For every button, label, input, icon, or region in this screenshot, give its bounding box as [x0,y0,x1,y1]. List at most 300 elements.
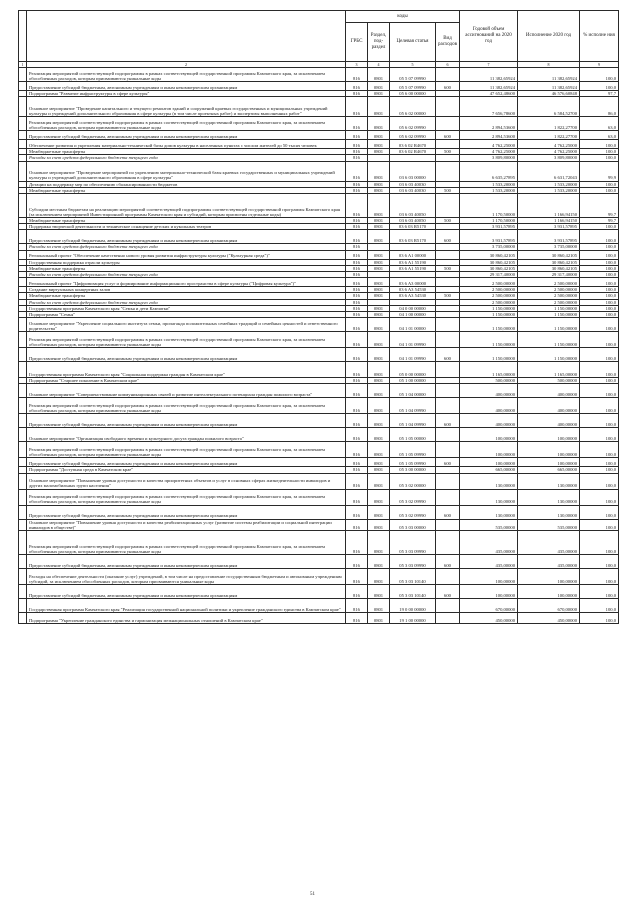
row-name: Реализация мероприятий соответствующей подпрограммы в рамках соответствующей государственной программы Камчатского края, за исключением обособленных расходов, которым присваиваются уникальные коды [27,531,346,555]
row-grbs: 816 [346,272,368,278]
row-grbs: 816 [346,332,368,348]
row-target: 05 6 02 09990 [390,131,436,140]
row-percent: 100,0 [580,613,619,624]
row-execution: 2 500,00000 [518,278,580,287]
row-expense-type [436,531,460,555]
row-percent: 100,0 [580,312,619,318]
row-expense-type [436,398,460,414]
row-percent: 100,0 [580,299,619,305]
row-name: Расходы на обеспечение деятельности (оказание услуг) учреждений, в том числе на предоставление государственным бюджетным и автономным учреждениям субсидий, за исключением обособленных расходов, которым присваиваются уникальные коды [27,569,346,585]
row-percent: 100,0 [580,384,619,398]
table-row [19,613,619,624]
row-annual: 100,00000 [460,585,518,599]
row-grbs: 816 [346,250,368,259]
row-expense-type [436,519,460,530]
row-grbs: 816 [346,489,368,505]
row-marker [19,414,27,428]
row-grbs: 816 [346,519,368,530]
table-row [19,230,619,244]
row-expense-type: 600 [436,131,460,140]
row-marker [19,332,27,348]
row-annual: 2 500,00000 [460,278,518,287]
row-percent: 100,0 [580,599,619,613]
row-name: Предоставление субсидий бюджетным, автономным учреждениям и иным некоммерческим организациям [27,505,346,519]
row-expense-type [436,489,460,505]
row-percent: 100,0 [580,569,619,585]
row-grbs: 816 [346,97,368,117]
table-row [19,194,619,218]
row-target: 03 6 A3 00000 [390,278,436,287]
row-grbs: 816 [346,414,368,428]
row-annual: 3 931,57895 [460,230,518,244]
row-percent: 100,0 [580,332,619,348]
row-grbs: 816 [346,442,368,458]
row-execution: 1 166,94150 [518,194,580,218]
row-grbs: 816 [346,505,368,519]
row-percent: 100,0 [580,555,619,569]
row-expense-type [436,250,460,259]
row-grbs: 816 [346,458,368,467]
row-target: 03 6 03 R5170 [390,224,436,230]
row-section: 0801 [368,398,390,414]
row-section: 0801 [368,117,390,131]
row-execution: 130,00000 [518,489,580,505]
row-name: Расходы за счет средств федерального бюджета текущего года [27,155,346,161]
row-grbs: 816 [346,362,368,378]
row-execution: 1 150,00000 [518,348,580,362]
row-percent: 100,0 [580,473,619,489]
row-section: 0801 [368,278,390,287]
row-percent: 97,7 [580,91,619,97]
table-row [19,505,619,519]
row-annual: 400,00000 [460,398,518,414]
row-section: 0801 [368,224,390,230]
row-execution: 3 931,57895 [518,230,580,244]
header-row-top [19,11,619,23]
row-execution: 6 584,52700 [518,97,580,117]
row-target: 05 6 02 09990 [390,117,436,131]
row-grbs: 816 [346,230,368,244]
table-row [19,82,619,91]
table-row [19,519,619,530]
row-section: 0801 [368,218,390,224]
row-percent: 100,0 [580,278,619,287]
row-expense-type [436,278,460,287]
header-section: Раздел, под-раздел [368,23,390,62]
row-name: Подпрограмма "Старшее поколение в Камчатском крае" [27,378,346,384]
row-percent: 100,0 [580,305,619,311]
row-grbs: 816 [346,473,368,489]
row-expense-type: 600 [436,555,460,569]
row-grbs: 816 [346,384,368,398]
row-expense-type: 600 [436,348,460,362]
row-annual: 130,00000 [460,489,518,505]
row-percent: 100,0 [580,318,619,332]
row-grbs: 816 [346,348,368,362]
row-expense-type: 500 [436,293,460,299]
row-name: Предоставление субсидий бюджетным, автономным учреждениям и иным некоммерческим организациям [27,230,346,244]
row-marker [19,442,27,458]
row-grbs: 816 [346,613,368,624]
row-percent: 100,0 [580,519,619,530]
row-execution: 2 500,00000 [518,299,580,305]
row-name: Подпрограмма "Семья" [27,312,346,318]
row-grbs: 816 [346,585,368,599]
row-marker [19,555,27,569]
row-percent: 63,0 [580,117,619,131]
row-target: 05 1 00 00000 [390,378,436,384]
row-execution: 500,00000 [518,378,580,384]
table-row [19,555,619,569]
row-percent: 100,0 [580,250,619,259]
row-annual: 2 500,00000 [460,299,518,305]
row-target: 05 3 03 09990 [390,531,436,555]
row-target: 03 6 03 00000 [390,161,436,181]
row-execution: 1 150,00000 [518,332,580,348]
row-execution: 130,00000 [518,505,580,519]
row-name: Государственная программа Камчатского края "Социальная поддержка граждан в Камчатском крае" [27,362,346,378]
row-section: 0801 [368,569,390,585]
row-execution: 1 150,00000 [518,318,580,332]
row-expense-type [436,140,460,149]
row-section: 0801 [368,68,390,82]
table-row [19,161,619,181]
row-name: Дотации на поддержку мер по обеспечению сбалансированности бюджетов [27,181,346,187]
row-name: Реализация мероприятий соответствующей подпрограммы в рамках соответствующей государственной программы Камчатского края, за исключением обособленных расходов, которым присваиваются уникальные коды [27,332,346,348]
row-annual: 4 762,25000 [460,140,518,149]
row-expense-type [436,194,460,218]
row-name: Расходы за счет средств федерального бюджета текущего года [27,272,346,278]
row-annual: 100,00000 [460,569,518,585]
row-annual: 6 635,27895 [460,161,518,181]
row-percent: 100,0 [580,467,619,473]
row-section: 0801 [368,442,390,458]
row-percent: 100,0 [580,362,619,378]
row-execution: 30 860,42105 [518,265,580,271]
row-annual: 3 735,00000 [460,244,518,250]
row-name: Межбюджетные трансферты [27,149,346,155]
row-section: 0801 [368,613,390,624]
row-marker [19,161,27,181]
row-expense-type: 500 [436,149,460,155]
row-percent: 100,0 [580,428,619,442]
row-marker [19,348,27,362]
row-target: 04 1 01 09990 [390,348,436,362]
row-annual: 30 860,42105 [460,259,518,265]
row-marker [19,458,27,467]
row-execution: 1 166,94150 [518,218,580,224]
row-section: 0801 [368,259,390,265]
row-marker [19,428,27,442]
row-target: 05 1 05 00000 [390,428,436,442]
row-target: 03 6 03 40030 [390,181,436,187]
row-name: Основное мероприятие "Повышение уровня доступности и качества реабилитационных услуг (развитие системы реабилитации и социальной интеграции инвалидов в обществе)" [27,519,346,530]
row-annual: 47 652,48600 [460,91,518,97]
row-marker [19,384,27,398]
row-section: 0801 [368,332,390,348]
row-percent: 100,0 [580,458,619,467]
row-grbs: 816 [346,378,368,384]
row-execution: 3 931,57895 [518,224,580,230]
row-annual: 4 762,25000 [460,149,518,155]
row-annual: 2 894,53600 [460,117,518,131]
row-name: Подпрограмма "Доступная среда в Камчатском крае" [27,467,346,473]
row-annual: 1 150,00000 [460,348,518,362]
row-expense-type: 600 [436,82,460,91]
row-annual: 400,00000 [460,414,518,428]
row-annual: 2 894,53600 [460,131,518,140]
row-annual: 7 656,78600 [460,97,518,117]
row-annual: 11 382,65924 [460,68,518,82]
row-percent: 100,0 [580,230,619,244]
row-marker [19,194,27,218]
row-target: 05 5 07 09990 [390,82,436,91]
row-section: 0801 [368,194,390,218]
row-marker [19,68,27,82]
row-grbs: 816 [346,398,368,414]
row-marker [19,117,27,131]
row-annual: 3 809,80000 [460,155,518,161]
row-section: 0801 [368,181,390,187]
row-name: Основное мероприятие "Проведение капитального и текущего ремонтов зданий и сооружений краевых государственных и муниципальных учреждений культуры и учреждений дополнительного образования в сфере культуры (в том числе проектных работ) и экспертизы выполненных работ" [27,97,346,117]
row-percent: 99,7 [580,218,619,224]
row-grbs: 816 [346,299,368,305]
header-blank-a [19,11,27,62]
row-grbs: 816 [346,293,368,299]
row-execution: 30 860,42105 [518,250,580,259]
row-grbs: 816 [346,82,368,91]
row-target: 03 6 03 R5170 [390,230,436,244]
row-expense-type [436,442,460,458]
row-name: Государственная поддержка отрасли культуры [27,259,346,265]
row-expense-type: 600 [436,585,460,599]
row-section: 0801 [368,265,390,271]
row-annual: 130,00000 [460,505,518,519]
row-target: 03 6 A3 54530 [390,293,436,299]
row-execution: 46 576,60848 [518,91,580,97]
row-section: 0801 [368,384,390,398]
row-section: 0801 [368,293,390,299]
row-name: Создание виртуальных концертных залов [27,287,346,293]
header-grbs: ГРБС [346,23,368,62]
row-expense-type: 600 [436,414,460,428]
row-target: 05 3 03 10140 [390,569,436,585]
row-marker [19,569,27,585]
row-execution: 100,00000 [518,569,580,585]
row-expense-type [436,332,460,348]
row-grbs: 816 [346,312,368,318]
row-percent: 100,0 [580,272,619,278]
row-expense-type [436,569,460,585]
table-row [19,68,619,82]
table-row [19,458,619,467]
row-marker [19,140,27,149]
row-grbs: 816 [346,259,368,265]
col-index: 9 [580,62,619,68]
row-target: 05 3 03 09990 [390,555,436,569]
row-annual: 3 931,57895 [460,224,518,230]
row-grbs: 816 [346,244,368,250]
row-annual: 100,00000 [460,458,518,467]
row-name: Расходы за счет средств федерального бюджета текущего года [27,244,346,250]
table-row [19,384,619,398]
row-section: 0801 [368,97,390,117]
row-target: 05 0 00 00000 [390,362,436,378]
row-grbs: 816 [346,278,368,287]
row-percent: 100,0 [580,244,619,250]
row-grbs: 816 [346,569,368,585]
row-grbs: 816 [346,428,368,442]
row-marker [19,613,27,624]
row-name: Государственная программа Камчатского края "Семья и дети Камчатки" [27,305,346,311]
row-percent: 86,0 [580,97,619,117]
table-row [19,362,619,378]
row-percent: 100,0 [580,378,619,384]
row-section: 0801 [368,585,390,599]
row-section: 0801 [368,318,390,332]
row-execution: 435,00000 [518,555,580,569]
row-target: 04 0 00 00000 [390,305,436,311]
row-percent: 100,0 [580,489,619,505]
table-row [19,278,619,287]
row-grbs: 816 [346,187,368,193]
row-target: 05 5 07 09990 [390,68,436,82]
row-name: Региональный проект "Обеспечение качественно нового уровня развития инфраструктуры культуры ("Культурная среда")" [27,250,346,259]
row-annual: 100,00000 [460,442,518,458]
table-row [19,585,619,599]
row-target: 05 1 05 09990 [390,442,436,458]
row-name: Основное мероприятие "Повышение уровня доступности и качества приоритетных объектов и услуг в основных сферах жизнедеятельности инвалидов и других маломобильных групп населения" [27,473,346,489]
row-expense-type: 600 [436,505,460,519]
row-section: 0801 [368,362,390,378]
row-name: Межбюджетные трансферты [27,293,346,299]
row-name: Межбюджетные трансферты [27,265,346,271]
row-percent: 100,0 [580,187,619,193]
row-expense-type [436,117,460,131]
row-marker [19,519,27,530]
row-section: 0801 [368,149,390,155]
row-marker [19,250,27,259]
row-annual: 2 500,00000 [460,287,518,293]
table-row [19,332,619,348]
row-annual: 435,00000 [460,555,518,569]
row-target: 03 6 03 40050 [390,218,436,224]
col-index: 1 [19,62,27,68]
row-marker [19,278,27,287]
row-execution: 1 165,00000 [518,362,580,378]
row-annual: 1 150,00000 [460,312,518,318]
row-section: 0801 [368,555,390,569]
row-execution: 450,00000 [518,613,580,624]
row-grbs: 816 [346,599,368,613]
row-execution: 29 317,40000 [518,272,580,278]
row-execution: 3 735,00000 [518,244,580,250]
row-marker [19,230,27,244]
row-grbs: 816 [346,224,368,230]
row-section: 0801 [368,428,390,442]
row-annual: 11 382,65924 [460,82,518,91]
row-target: 05 1 04 09990 [390,414,436,428]
row-grbs: 816 [346,140,368,149]
row-expense-type [436,428,460,442]
row-section: 0801 [368,467,390,473]
row-percent: 100,0 [580,442,619,458]
header-percent: % исполне ния [580,11,619,62]
table-row [19,599,619,613]
row-percent: 100,0 [580,149,619,155]
row-name: Реализация мероприятий соответствующей подпрограммы в рамках соответствующей государственной программы Камчатского края, за исключением обособленных расходов, которым присваиваются уникальные коды [27,68,346,82]
row-execution: 1 150,00000 [518,312,580,318]
row-execution: 30 860,42105 [518,259,580,265]
col-index: 2 [27,62,346,68]
row-section: 0801 [368,305,390,311]
row-section: 0801 [368,473,390,489]
row-name: Межбюджетные трансферты [27,187,346,193]
table-row [19,348,619,362]
row-target: 04 1 00 00000 [390,312,436,318]
row-name: Подпрограмма "Развитие инфраструктуры в сфере культуры" [27,91,346,97]
row-grbs: 816 [346,318,368,332]
row-name: Реализация мероприятий соответствующей подпрограммы в рамках соответствующей государственной программы Камчатского края, за исключением обособленных расходов, которым присваиваются уникальные коды [27,442,346,458]
row-section: 0801 [368,519,390,530]
row-expense-type [436,97,460,117]
row-target: 03 6 A3 54530 [390,287,436,293]
row-annual: 30 860,42105 [460,265,518,271]
row-execution: 1 822,27700 [518,117,580,131]
row-execution: 4 762,25000 [518,140,580,149]
row-grbs: 816 [346,287,368,293]
header-target: Целевая статья [390,23,436,62]
row-percent: 100,0 [580,181,619,187]
row-name: Реализация мероприятий соответствующей подпрограммы в рамках соответствующей государственной программы Камчатского края, за исключением обособленных расходов, которым присваиваются уникальные коды [27,117,346,131]
row-section: 0801 [368,505,390,519]
row-name: Расходы за счет средств федерального бюджета текущего года [27,299,346,305]
row-target: 03 6 A1 55190 [390,259,436,265]
row-name: Основное мероприятие "Укрепление социального института семьи, пропаганда положительных семейных традиций и семейных ценностей и ответственного родительства" [27,318,346,332]
row-section: 0801 [368,378,390,384]
row-percent: 100,0 [580,68,619,82]
row-expense-type [436,384,460,398]
header-codes: коды [346,11,460,23]
row-percent: 100,0 [580,348,619,362]
row-grbs: 816 [346,194,368,218]
row-execution: 100,00000 [518,458,580,467]
row-name: Предоставление субсидий бюджетным, автономным учреждениям и иным некоммерческим организациям [27,414,346,428]
row-execution: 11 382,65924 [518,82,580,91]
row-section: 0801 [368,348,390,362]
row-annual: 450,00000 [460,613,518,624]
header-execution: Исполнение 2020 год [518,11,580,62]
row-annual: 1 150,00000 [460,332,518,348]
row-section: 0801 [368,82,390,91]
row-annual: 130,00000 [460,473,518,489]
row-section: 0801 [368,531,390,555]
row-name: Поддержка творческой деятельности и техническое оснащение детских и кукольных театров [27,224,346,230]
row-section: 0801 [368,250,390,259]
row-annual: 500,00000 [460,378,518,384]
row-section: 0801 [368,131,390,140]
row-marker [19,599,27,613]
row-expense-type [436,161,460,181]
col-index: 5 [390,62,436,68]
row-annual: 1 170,50000 [460,194,518,218]
row-grbs: 816 [346,265,368,271]
row-name: Межбюджетные трансферты [27,218,346,224]
row-grbs: 816 [346,91,368,97]
row-name: Предоставление субсидий бюджетным, автономным учреждениям и иным некоммерческим организациям [27,585,346,599]
row-execution: 100,00000 [518,442,580,458]
row-section: 0801 [368,140,390,149]
